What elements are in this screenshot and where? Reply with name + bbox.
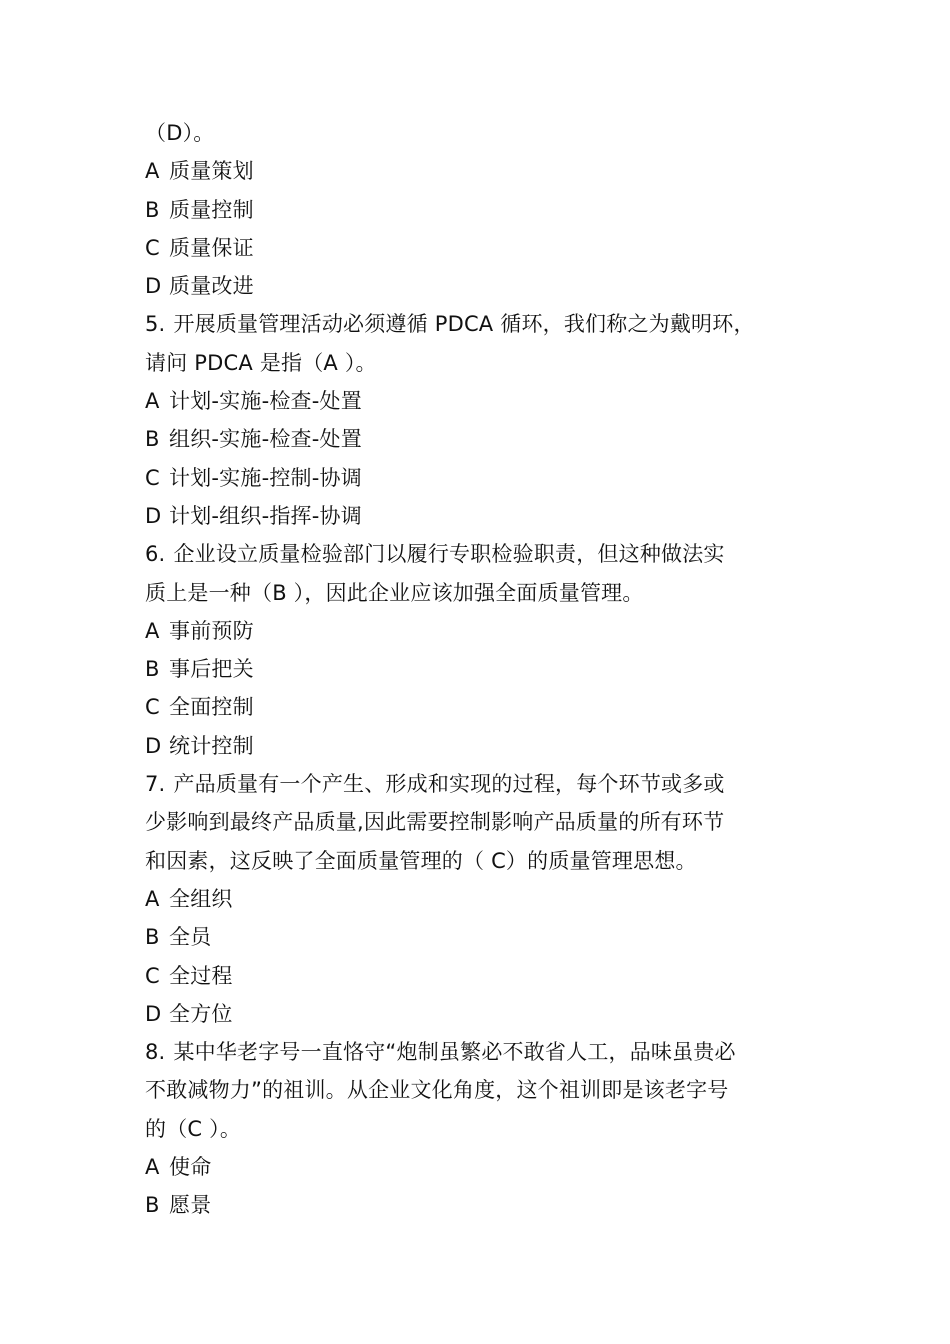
option-text: 质量控制 xyxy=(169,197,254,222)
option-letter: A xyxy=(145,1155,160,1180)
option-text: 质量改进 xyxy=(169,274,254,299)
q8-stem-line-3: 的（C ）。 xyxy=(145,1116,242,1141)
document-page xyxy=(145,114,815,1225)
option-letter: C xyxy=(145,695,160,720)
option-text: 全组织 xyxy=(169,886,233,911)
option-letter: B xyxy=(145,925,160,950)
q7-option-c xyxy=(145,957,815,995)
question-number: 7. xyxy=(145,772,166,797)
q8-option-b xyxy=(145,1186,815,1224)
option-text: 统计控制 xyxy=(169,733,254,758)
question-text: 开展质量管理活动必须遵循 PDCA 循环，我们称之为戴明环， xyxy=(173,312,755,337)
q6-stem-line-1 xyxy=(145,535,815,573)
option-text: 质量保证 xyxy=(169,235,254,260)
q5-option-c xyxy=(145,459,815,497)
option-text: 计划-实施-检查-处置 xyxy=(169,389,362,414)
option-text: 质量策划 xyxy=(169,159,254,184)
question-text: 企业设立质量检验部门以履行专职检验职责，但这种做法实 xyxy=(173,542,725,567)
question-number: 6. xyxy=(145,542,166,567)
q7-option-a xyxy=(145,880,815,918)
option-letter: A xyxy=(145,886,160,911)
option-text: 事前预防 xyxy=(169,618,254,643)
q7-stem-line-2: 少影响到最终产品质量,因此需要控制影响产品质量的所有环节 xyxy=(145,810,725,835)
q5-stem-line-2: 请问 PDCA 是指（A ）。 xyxy=(145,350,377,375)
option-letter: C xyxy=(145,963,160,988)
option-text: 全面控制 xyxy=(169,695,254,720)
q4-option-a xyxy=(145,152,815,190)
q7-stem-line-3: 和因素，这反映了全面质量管理的（ C）的质量管理思想。 xyxy=(145,848,697,873)
q6-option-d xyxy=(145,727,815,765)
q5-stem-line-1 xyxy=(145,305,815,343)
option-letter: B xyxy=(145,1193,160,1218)
q7-option-b xyxy=(145,918,815,956)
option-letter: A xyxy=(145,389,160,414)
q7-stem-line-1 xyxy=(145,765,815,803)
option-letter: D xyxy=(145,1001,162,1026)
question-number: 8. xyxy=(145,1040,166,1065)
q4-tail-line: （D）。 xyxy=(145,121,215,145)
q4-option-c xyxy=(145,229,815,267)
question-text: 某中华老字号一直恪守“炮制虽繁必不敢省人工，品味虽贵必 xyxy=(173,1040,736,1065)
option-text: 计划-组织-指挥-协调 xyxy=(169,503,362,528)
question-text: 产品质量有一个产生、形成和实现的过程，每个环节或多或 xyxy=(173,772,725,797)
q4-option-d xyxy=(145,267,815,305)
q8-option-a xyxy=(145,1148,815,1186)
option-text: 事后把关 xyxy=(169,657,254,682)
option-text: 全过程 xyxy=(169,963,233,988)
q7-option-d xyxy=(145,995,815,1033)
option-letter: D xyxy=(145,733,162,758)
option-letter: A xyxy=(145,159,160,184)
option-text: 愿景 xyxy=(169,1193,212,1218)
option-letter: B xyxy=(145,427,160,452)
option-text: 使命 xyxy=(169,1155,212,1180)
q6-option-b xyxy=(145,650,815,688)
option-text: 计划-实施-控制-协调 xyxy=(169,465,362,490)
option-letter: B xyxy=(145,657,160,682)
option-letter: B xyxy=(145,197,160,222)
q6-option-a xyxy=(145,612,815,650)
option-text: 组织-实施-检查-处置 xyxy=(169,427,362,452)
option-text: 全方位 xyxy=(169,1001,233,1026)
question-number: 5. xyxy=(145,312,166,337)
option-letter: C xyxy=(145,465,160,490)
q8-stem-line-1 xyxy=(145,1033,815,1071)
q6-stem-line-2: 质上是一种（B ），因此企业应该加强全面质量管理。 xyxy=(145,580,644,605)
q5-option-b xyxy=(145,420,815,458)
q4-option-b xyxy=(145,191,815,229)
q6-option-c xyxy=(145,688,815,726)
option-text: 全员 xyxy=(169,925,212,950)
q8-stem-line-2: 不敢减物力”的祖训。从企业文化角度，这个祖训即是该老字号 xyxy=(145,1078,729,1103)
option-letter: D xyxy=(145,274,162,299)
q5-option-d xyxy=(145,497,815,535)
option-letter: A xyxy=(145,618,160,643)
option-letter: C xyxy=(145,235,160,260)
q5-option-a xyxy=(145,382,815,420)
option-letter: D xyxy=(145,503,162,528)
